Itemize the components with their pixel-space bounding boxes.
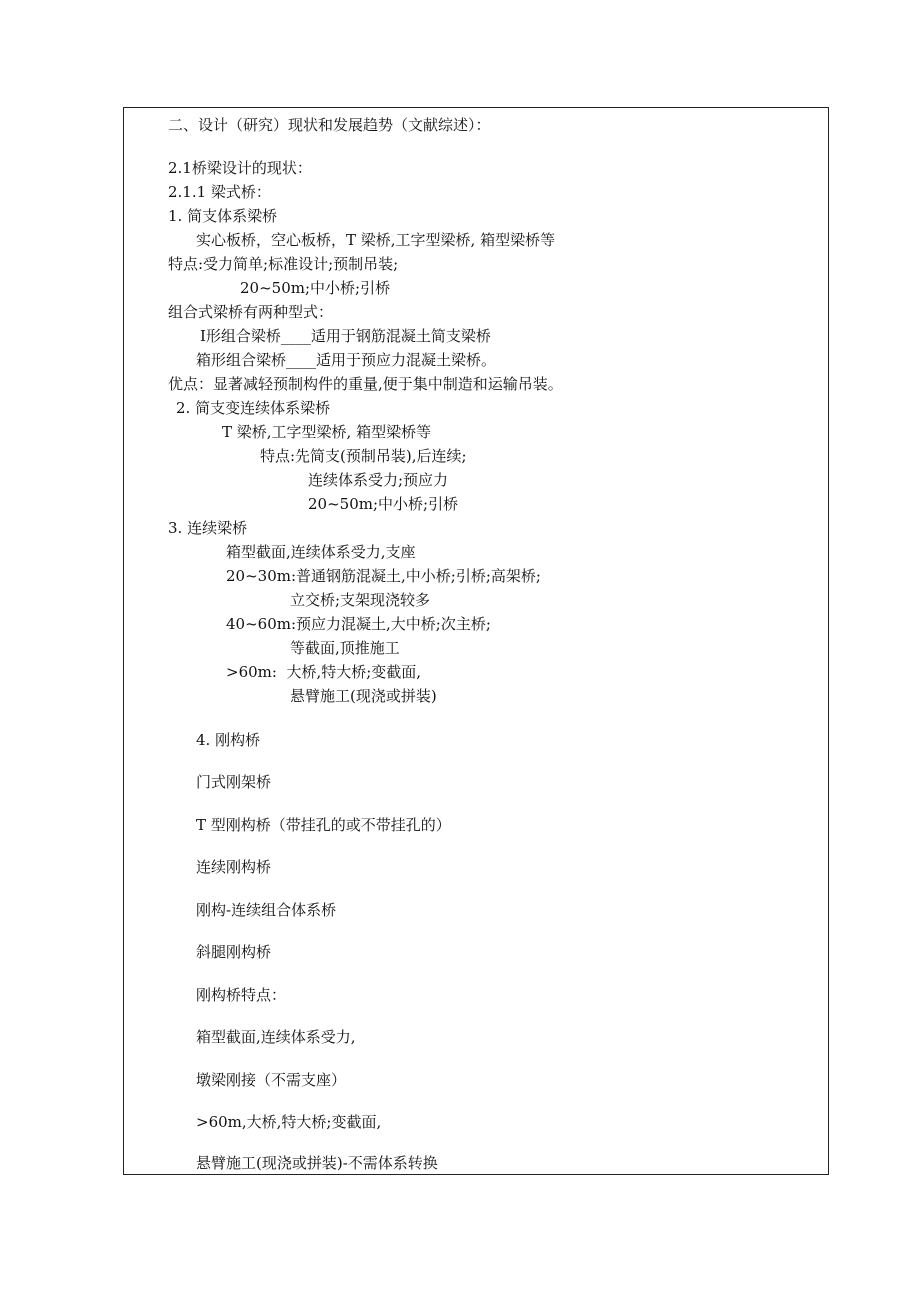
text-line: I形组合梁桥____适用于钢筋混凝土简支梁桥	[200, 327, 491, 345]
text-line: 箱型截面,连续体系受力,	[196, 1028, 356, 1046]
text-line: 组合式梁桥有两种型式：	[168, 303, 334, 321]
text-line: 斜腿刚构桥	[196, 943, 272, 961]
text-line: 刚构-连续组合体系桥	[196, 901, 337, 919]
text-line: 墩梁刚接（不需支座）	[196, 1071, 347, 1089]
text-line: 连续刚构桥	[196, 858, 272, 876]
text-line: 悬臂施工(现浇或拼装)-不需体系转换	[196, 1154, 438, 1172]
list-item-heading: 3. 连续梁桥	[168, 519, 248, 537]
subsection-heading: 2.1.1 梁式桥：	[168, 183, 271, 201]
text-line: 刚构桥特点：	[196, 986, 287, 1004]
list-item-heading: 2. 简支变连续体系梁桥	[176, 399, 331, 417]
text-line: 立交桥;支架现浇较多	[290, 591, 431, 609]
list-item-heading: 1. 简支体系梁桥	[168, 207, 278, 225]
text-line: 20~50m;中小桥;引桥	[240, 279, 391, 297]
text-line: 20~50m;中小桥;引桥	[308, 495, 459, 513]
text-line: >60m,大桥,特大桥;变截面,	[196, 1113, 382, 1131]
text-line: 40~60m:预应力混凝土,大中桥;次主桥;	[226, 615, 491, 633]
text-line: 悬臂施工(现浇或拼装)	[290, 687, 437, 705]
text-line: 箱型截面,连续体系受力,支座	[226, 543, 416, 561]
text-line: 等截面,顶推施工	[290, 639, 400, 657]
text-line: 连续体系受力;预应力	[308, 471, 449, 489]
text-line: T 梁桥,工字型梁桥, 箱型梁桥等	[222, 423, 432, 441]
section-heading: 二、设计（研究）现状和发展趋势（文献综述）：	[168, 116, 491, 134]
list-item-heading: 4. 刚构桥	[196, 731, 261, 749]
text-line: 箱形组合梁桥____适用于预应力混凝土梁桥。	[196, 351, 497, 369]
text-line: >60m: 大桥,特大桥;变截面,	[226, 663, 422, 681]
text-line: 特点:受力简单;标准设计;预制吊装;	[168, 255, 399, 273]
text-line: T 型刚构桥（带挂孔的或不带挂孔的）	[196, 816, 451, 834]
text-line: 特点:先简支(预制吊装),后连续;	[260, 447, 467, 465]
text-line: 实心板桥，空心板桥，T 梁桥,工字型梁桥, 箱型梁桥等	[196, 231, 556, 249]
text-line: 门式刚架桥	[196, 773, 272, 791]
subsection-heading: 2.1桥梁设计的现状：	[168, 159, 312, 177]
text-line: 优点：显著减轻预制构件的重量,便于集中制造和运输吊装。	[168, 375, 563, 393]
text-line: 20~30m:普通钢筋混凝土,中小桥;引桥;高架桥;	[226, 567, 541, 585]
